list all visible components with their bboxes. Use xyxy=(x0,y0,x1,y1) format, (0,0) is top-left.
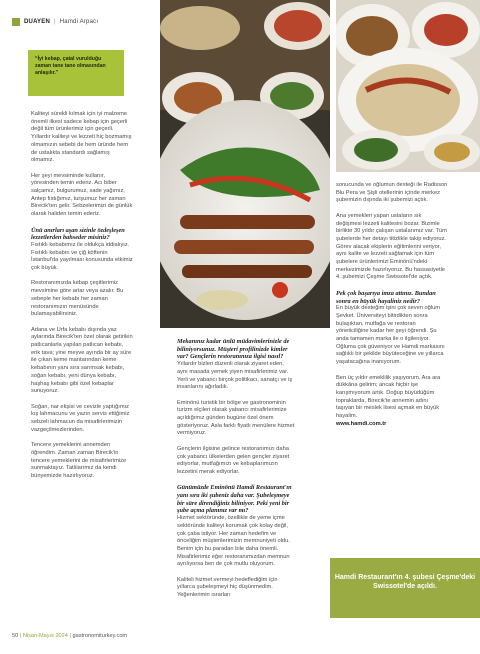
section-header xyxy=(12,16,98,28)
paragraph: Tencere yemeklerini annemden öğrendim. Zaman zaman Birecik'in tencere yemeklerini de misafirlerimize sunmaktayız. Tatlılarımız da kendi bünyemizde hazırlıyoruz. xyxy=(31,442,127,479)
paragraph: Eminönü turistik bir bölge ve gastronominin turizm elçileri olarak yabancı misafirlerimize açıldığımız günden bugüne özel önem gösteriyoruz. Asla farklı fiyatlı menülere hizmet vermiyoruz. xyxy=(177,399,295,437)
restaurant-table-photo xyxy=(336,0,480,172)
section-marker xyxy=(12,18,20,26)
footer-separator: | xyxy=(19,633,22,639)
paragraph: Kaliteli hizmet vermeyi hedeflediğim için yıllarca şubeleşmeyi hiç düşünmedim. Yeğenlerimin ısrarları xyxy=(177,576,278,599)
paragraph: Fıstıklı kebabımız ile oldukça iddialıyız. Fıstıklı kebabın ve çiğ köftenin İstanbul'da yayılması konusunda etkimiz çok büyük. xyxy=(31,241,133,272)
paragraph: sonucunda ve oğlumun desteği ile Radisson Blu Pera ve Şişli otellerinin içinde merkez şubemizin dışında iki şubemizi açtık. xyxy=(336,182,448,204)
paragraph: Ana yemekleri yapan ustaların sık değişmesi lezzeti kalitesini bozar. Bizimle birlikte 30 yıldır çalışan ustalarımız var. Tüm şubelerde her detayı titizlikle takip ediyoruz. Görev alacak ekiplerin eğitimlerini veriyor, aynı kalite ve lezzeti sağlamak için tüm şubelere ürünlerimizi Eminönü'ndeki merkezimizde hazırlıyoruz. Bu hassasiyetle 4. şubemizi Çeşme Swissotel'de açtık. xyxy=(336,212,447,281)
author-name: Hamdi Arpacı xyxy=(59,19,99,25)
interview-question: Günümüzde Eminönü Hamdi Restaurant'ın yanı sıra iki şubeniz daha var. Şubeleşmeye bir süre direndiğiniz biliniyor. Peki yeni bir şube açma planınız var mı? xyxy=(177,484,292,515)
page-footer xyxy=(12,633,127,639)
paragraph: Soğan, nar ekşisi ve cevizle yaptığımız kış lahmacunu ve yazın servis ettiğimiz sebzeli lahmacun da misafirlerimizin vazgeçilmezlerinden. xyxy=(31,403,130,433)
paragraph: Adana ve Urfa kebabı dışında yaz aylarında Birecik'ten özel olarak getirilen patlıcanlarla yapılan patlıcan kebabı, erik tava; yine meyve ayında bir ay süre ile çıkan keme mantarından keme kebabının yanı sıra sarımsak kebabı, soğan kebabı, yeni dünya kebabı, haşhaş kebabı gibi özel kebaplar sunuyoruz. xyxy=(31,326,133,395)
paragraph: Yıllardır bizleri düzenli olarak ziyaret eden, aynı masada yemek yiyen misafirlerimiz var. Yerli ve yabancı birçok politikacı, sanatçı ve iş insanlarını ağırladık. xyxy=(177,361,293,391)
interview-question: Pek çok başarıya imza attınız. Bundan sonra en büyük hayaliniz nedir? xyxy=(336,289,436,305)
paragraph: Her şeyi mevsiminde kullanır, yöresinden temin ederiz. Acı biber salçamız, bulgurumuz, sade yağımız, Antep fıstığımız, turşumuz her zaman Birecik'ten gelir. Sebzelerimizi de günlük olarak haliden temin ederiz. xyxy=(31,172,133,218)
paragraph: Kaliteyi sürekli kılmak için iyi malzeme önemli ilkesi sadece kebap için geçerli değil tüm ürünlerimiz için geçerli. Yıllardır kaliteyi ve lezzeti hiç bozmamış olmamızın sebebi de hem üründe hem de ustalıkta standardı sağlamış olmamız. xyxy=(31,111,132,164)
issue-date: Nisan-Mayıs 2024 xyxy=(22,633,68,639)
main-food-photo xyxy=(160,0,330,328)
section-title: DUAYEN xyxy=(24,19,50,25)
interview-question: Ünü anırları aşan sizinle özdeşleşen lezzetlerden bahseder misiniz? xyxy=(31,226,125,242)
paragraph: Ben üç yıldır emeklilik yaşıyorum. Ara ara dükkâna gelirim; ancak hiçbir işe karışmıyorum artık. Doğup büyüdüğüm topraklarda, Birecik'te annemin adını taşıyan bir meslek lisesi açmak en büyük hayalim. xyxy=(336,374,441,420)
interview-question: Mekanınız kadar ünlü müdavimlerinizle de biliniyorsunuz. Müşteri profilinizde kimler var? Gençlerin restoranınıza ilgisi nasıl? xyxy=(177,338,290,361)
paragraph: En büyük desteğim işini çok seven oğlum Şevket. Üniversiteyi bitirdikten sonra bulaşıktan, mutfağa ve restoran yöneticiliğine kadar her şeyi öğrendi. Şu anda tamamen marka ile o ilgileniyor. Oğluma çok güveniyor ve Hamdi markasını sağlıklı bir şekilde büyüteceğine ve yıllarca yaşatacağına inanıyorum. xyxy=(336,305,445,366)
site-name: gastronomiturkey.com xyxy=(72,633,128,639)
paragraph: Gençlerin ilgisine gelince restoranımızı daha çok yabancı ülkelerden gelen gençler ziyaret ediyorlar, mutfağımızı ve kebaplarımızın lezzetini merak ediyorlar. xyxy=(177,445,290,475)
article-column-middle xyxy=(177,338,295,608)
photo-caption: Hamdi Restaurant'ın 4. şubesi Çeşme'deki Swissotel'de açıldı. xyxy=(330,558,480,618)
footer-separator: | xyxy=(69,633,71,639)
header-separator: | xyxy=(54,19,56,25)
page-number: 50 xyxy=(12,633,19,639)
paragraph: Hizmet sektöründe, özellikle de yeme içme sektöründe kaliteyi korumak çok kolay değil, çok çaba istiyor. Her zaman hedefim ve önceliğim müşterilerimizin memnuniyeti oldu. Benim için bu paradan bile daha önemli. Misafirlerimiz eğer restoranımızdan memnun ayrılıyorsa ben de çok mutlu oluyorum. xyxy=(177,515,290,568)
pull-quote: “İyi kebap, çatal vurulduğu zaman tane tane olmasından anlaşılır.” xyxy=(28,50,124,96)
article-column-left xyxy=(31,111,133,488)
paragraph: Restoranımızda kebap çeşitlerimiz mevsimine göre artar veya azalır. Bu sebeple her kebabı her zaman restoranımızın menüsünde bulamayabilirsiniz. xyxy=(31,280,124,318)
article-column-right xyxy=(336,182,448,436)
website-link[interactable]: www.hamdi.com.tr xyxy=(336,420,387,427)
